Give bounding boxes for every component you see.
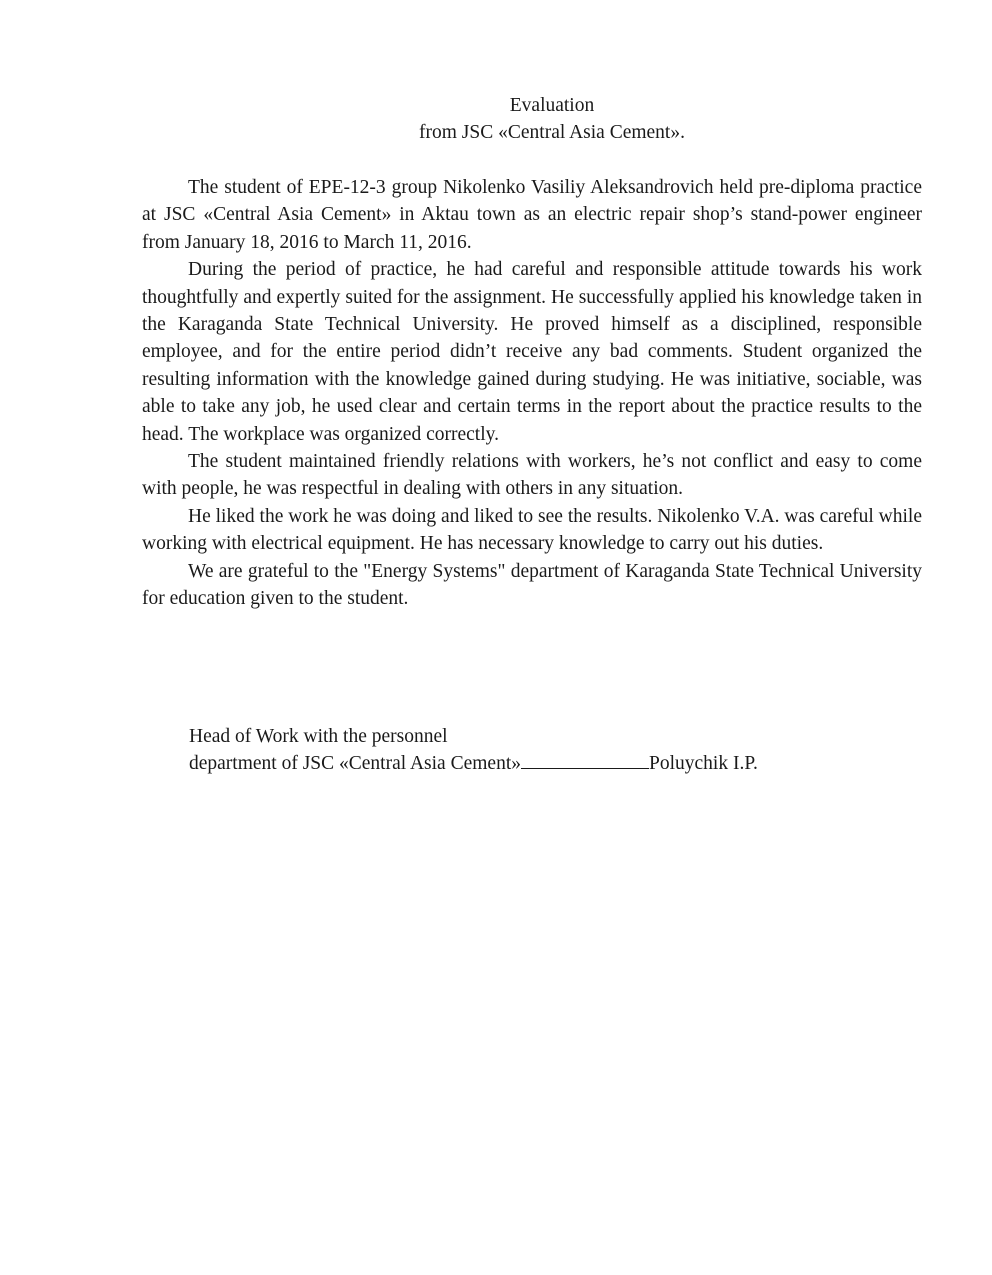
paragraph: We are grateful to the "Energy Systems" department of Karaganda State Technical University for education given to the student.: [142, 560, 922, 610]
paragraph: During the period of practice, he had careful and responsible attitude towards his work thoughtfully and expertly suited for the assignment. He successfully applied his knowledge taken in the Karaganda State Technical University. He proved himself as a disciplined, responsible employee, and for the entire period didn’t receive any bad comments. Student organized the resulting information with the knowledge gained during studying. He was initiative, sociable, was able to take any job, he used clear and certain terms in the report about the practice results to the head. The workplace was organized correctly.: [142, 259, 922, 445]
paragraph: He liked the work he was doing and liked to see the results. Nikolenko V.A. was careful while working with electrical equipment. He has necessary knowledge to carry out his duties.: [142, 505, 922, 555]
document-subtitle: from JSC «Central Asia Cement».: [419, 122, 685, 143]
signature-department-line: [189, 750, 909, 777]
signatory-name: Poluychik I.P.: [649, 753, 758, 775]
document-body: [142, 174, 922, 613]
document-title: Evaluation: [509, 95, 595, 116]
paragraph: The student maintained friendly relations with workers, he’s not conflict and easy to come with people, he was respectful in dealing with others in any situation.: [142, 451, 922, 500]
paragraph: The student of EPE-12-3 group Nikolenko Vasiliy Aleksandrovich held pre-diploma practice at JSC «Central Asia Cement» in Aktau town as an electric repair shop’s stand-power engineer from January 18, 2016 to March 11, 2016.: [142, 177, 922, 253]
signature-line: [521, 750, 649, 769]
signature-block: [189, 723, 909, 778]
signature-department: department of JSC «Central Asia Cement»: [189, 753, 521, 775]
signature-position-line: Head of Work with the personnel: [189, 726, 448, 747]
